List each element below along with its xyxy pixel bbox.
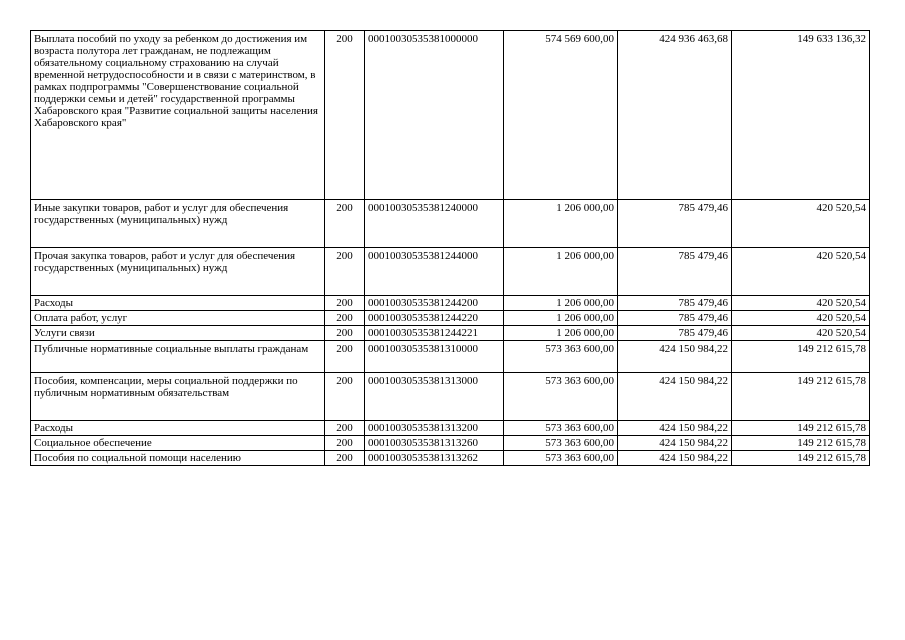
unexecuted-amount-cell: 420 520,54	[732, 326, 870, 341]
line-code-cell: 200	[325, 31, 365, 200]
table-row	[31, 421, 870, 436]
table-row	[31, 31, 870, 200]
executed-amount-cell: 785 479,46	[618, 248, 732, 296]
unexecuted-amount-cell: 420 520,54	[732, 248, 870, 296]
expense-name-cell: Услуги связи	[31, 326, 325, 341]
budget-classification-code-cell: 00010030535381244000	[365, 248, 504, 296]
table-row	[31, 296, 870, 311]
expense-name-cell: Оплата работ, услуг	[31, 311, 325, 326]
assigned-amount-cell: 574 569 600,00	[504, 31, 618, 200]
executed-amount-cell: 424 150 984,22	[618, 451, 732, 466]
assigned-amount-cell: 573 363 600,00	[504, 421, 618, 436]
executed-amount-cell: 424 150 984,22	[618, 341, 732, 373]
assigned-amount-cell: 573 363 600,00	[504, 451, 618, 466]
table-row	[31, 451, 870, 466]
budget-classification-code-cell: 00010030535381000000	[365, 31, 504, 200]
budget-classification-code-cell: 00010030535381313260	[365, 436, 504, 451]
expense-name-cell: Пособия, компенсации, меры социальной поддержки по публичным нормативным обязательствам	[31, 373, 325, 421]
budget-classification-code-cell: 00010030535381244220	[365, 311, 504, 326]
unexecuted-amount-cell: 149 212 615,78	[732, 451, 870, 466]
executed-amount-cell: 424 150 984,22	[618, 436, 732, 451]
executed-amount-cell: 785 479,46	[618, 296, 732, 311]
table-row	[31, 326, 870, 341]
expense-name-cell: Расходы	[31, 296, 325, 311]
expense-name-cell: Прочая закупка товаров, работ и услуг для обеспечения государственных (муниципальных) нужд	[31, 248, 325, 296]
line-code-cell: 200	[325, 421, 365, 436]
line-code-cell: 200	[325, 326, 365, 341]
unexecuted-amount-cell: 149 212 615,78	[732, 373, 870, 421]
executed-amount-cell: 785 479,46	[618, 326, 732, 341]
unexecuted-amount-cell: 149 633 136,32	[732, 31, 870, 200]
table-row	[31, 373, 870, 421]
budget-classification-code-cell: 00010030535381240000	[365, 200, 504, 248]
expense-name-cell: Пособия по социальной помощи населению	[31, 451, 325, 466]
line-code-cell: 200	[325, 248, 365, 296]
assigned-amount-cell: 1 206 000,00	[504, 200, 618, 248]
line-code-cell: 200	[325, 436, 365, 451]
assigned-amount-cell: 573 363 600,00	[504, 436, 618, 451]
expense-name-cell: Публичные нормативные социальные выплаты гражданам	[31, 341, 325, 373]
budget-classification-code-cell: 00010030535381244200	[365, 296, 504, 311]
expense-name-cell: Расходы	[31, 421, 325, 436]
budget-classification-code-cell: 00010030535381313262	[365, 451, 504, 466]
line-code-cell: 200	[325, 341, 365, 373]
unexecuted-amount-cell: 420 520,54	[732, 311, 870, 326]
unexecuted-amount-cell: 149 212 615,78	[732, 436, 870, 451]
budget-classification-code-cell: 00010030535381244221	[365, 326, 504, 341]
assigned-amount-cell: 1 206 000,00	[504, 248, 618, 296]
assigned-amount-cell: 1 206 000,00	[504, 326, 618, 341]
budget-classification-code-cell: 00010030535381310000	[365, 341, 504, 373]
unexecuted-amount-cell: 149 212 615,78	[732, 421, 870, 436]
executed-amount-cell: 785 479,46	[618, 311, 732, 326]
unexecuted-amount-cell: 420 520,54	[732, 296, 870, 311]
line-code-cell: 200	[325, 311, 365, 326]
line-code-cell: 200	[325, 296, 365, 311]
budget-classification-code-cell: 00010030535381313200	[365, 421, 504, 436]
table-row	[31, 436, 870, 451]
table-row	[31, 341, 870, 373]
assigned-amount-cell: 1 206 000,00	[504, 311, 618, 326]
table-row	[31, 248, 870, 296]
assigned-amount-cell: 1 206 000,00	[504, 296, 618, 311]
expense-name-cell: Иные закупки товаров, работ и услуг для обеспечения государственных (муниципальных) нужд	[31, 200, 325, 248]
assigned-amount-cell: 573 363 600,00	[504, 341, 618, 373]
executed-amount-cell: 424 936 463,68	[618, 31, 732, 200]
executed-amount-cell: 424 150 984,22	[618, 373, 732, 421]
line-code-cell: 200	[325, 200, 365, 248]
executed-amount-cell: 424 150 984,22	[618, 421, 732, 436]
unexecuted-amount-cell: 149 212 615,78	[732, 341, 870, 373]
line-code-cell: 200	[325, 451, 365, 466]
assigned-amount-cell: 573 363 600,00	[504, 373, 618, 421]
expense-name-cell: Социальное обеспечение	[31, 436, 325, 451]
expense-name-cell: Выплата пособий по уходу за ребенком до достижения им возраста полутора лет гражданам, не подлежащим обязательному социальному страхованию на случай временной нетрудоспособности и в связи с материнством, в рамках подпрограммы "Совершенствование социальной поддержки семьи и детей" государственной программы Хабаровского края "Развитие социальной защиты населения Хабаровского края"	[31, 31, 325, 200]
budget-classification-code-cell: 00010030535381313000	[365, 373, 504, 421]
unexecuted-amount-cell: 420 520,54	[732, 200, 870, 248]
line-code-cell: 200	[325, 373, 365, 421]
executed-amount-cell: 785 479,46	[618, 200, 732, 248]
budget-execution-table	[30, 30, 870, 466]
table-row	[31, 200, 870, 248]
table-row	[31, 311, 870, 326]
